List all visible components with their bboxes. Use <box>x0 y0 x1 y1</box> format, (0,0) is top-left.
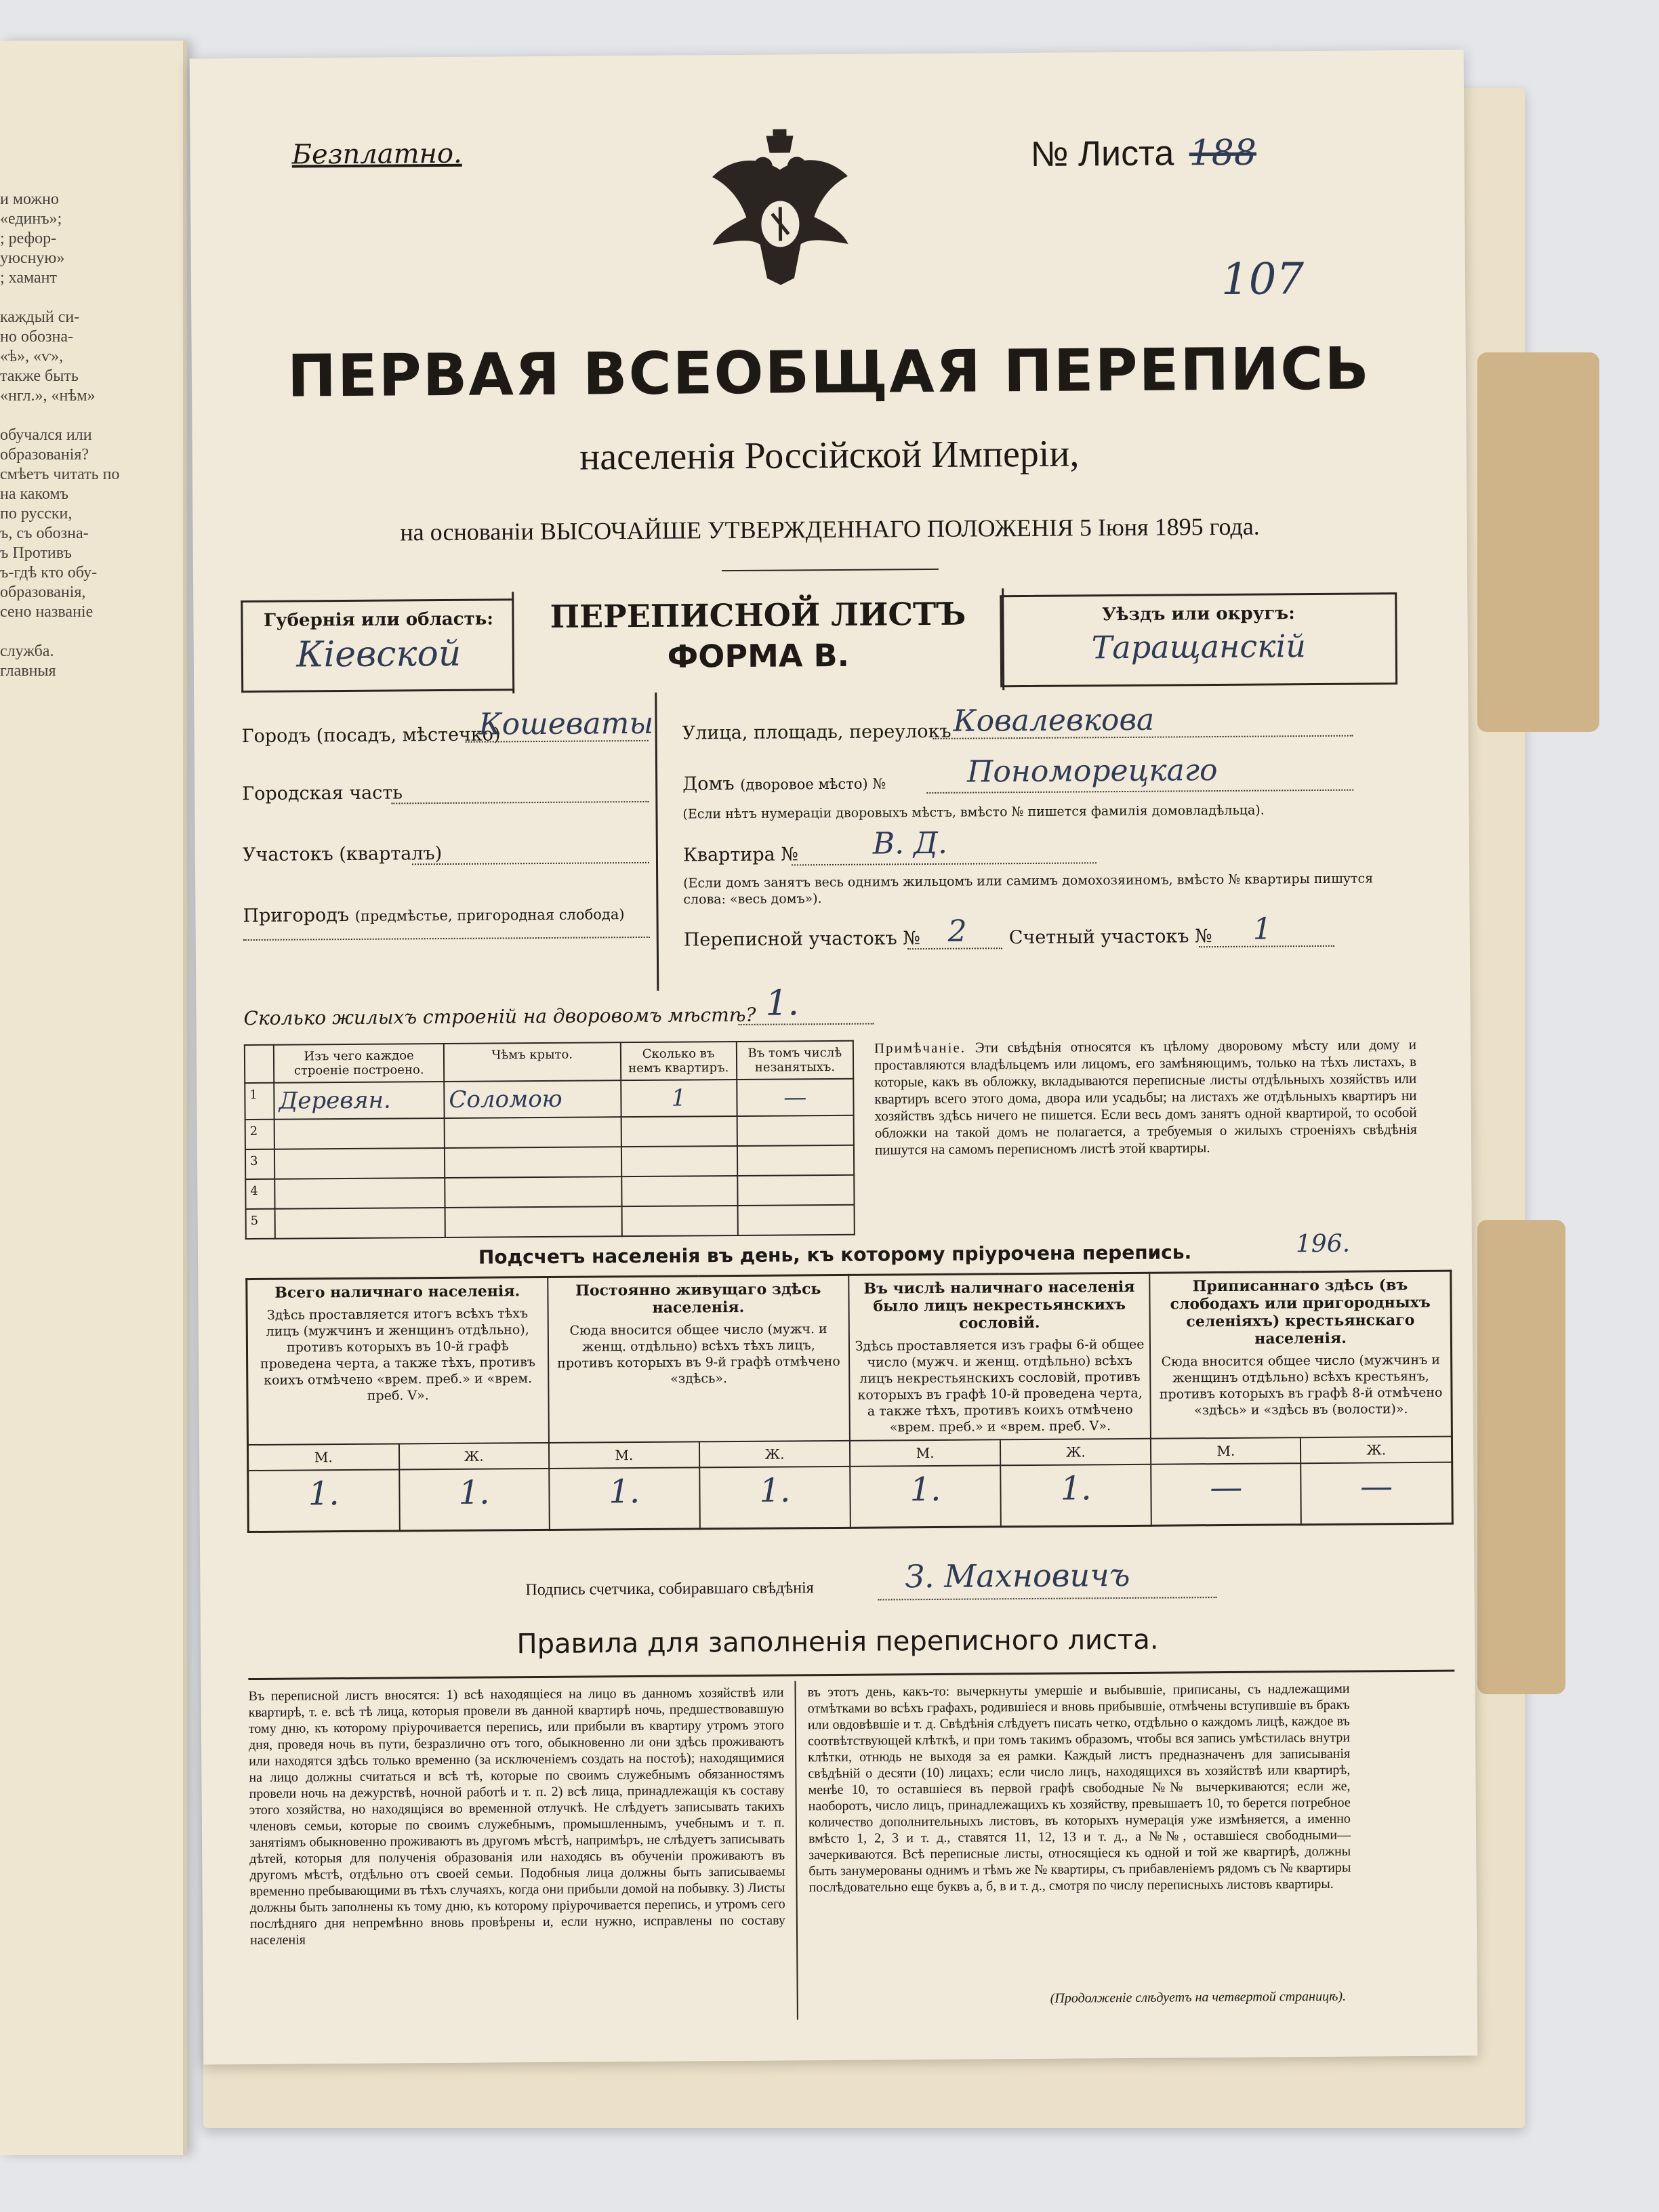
street-label: Улица, площадь, переулокъ <box>682 720 951 744</box>
roof-cell <box>445 1176 621 1208</box>
census-sheet <box>190 49 1478 2064</box>
male-label: М. <box>549 1441 699 1469</box>
apts-cell <box>621 1176 738 1206</box>
male-label: М. <box>850 1439 1000 1467</box>
city-part-line <box>391 801 649 804</box>
form-title-box <box>512 588 1004 693</box>
suburb-label-text: Пригородъ <box>243 904 350 927</box>
census-district-line <box>907 947 1002 949</box>
buildings-answer-line <box>739 1023 874 1025</box>
table-row <box>246 1205 855 1239</box>
precinct-label: Участокъ (кварталъ) <box>242 843 443 866</box>
main-title: ПЕРВАЯ ВСЕОБЩАЯ ПЕРЕПИСЬ <box>287 335 1371 411</box>
apartment-line <box>792 862 1097 865</box>
apts-cell <box>621 1206 738 1236</box>
total-title: Всего наличнаго населенія. <box>274 1282 520 1302</box>
row-number: 4 <box>245 1179 275 1209</box>
torn-paper-edge <box>1477 1220 1565 1694</box>
population-values-row <box>248 1462 1453 1532</box>
apartment-hint: (Если домъ занятъ весь однимъ жильцомъ или самимъ домохозяиномъ, вмѣсто № квартиры пишутся слова: «весь домъ»). <box>683 871 1374 907</box>
count-district-label: Счетный участокъ № <box>1008 926 1212 949</box>
vacant-cell <box>737 1175 855 1206</box>
rules-title: Правила для заполненія переписного листа. <box>516 1624 1159 1660</box>
suburb-note: (предмѣстье, пригородная слобода) <box>354 906 625 924</box>
roof-cell <box>445 1117 621 1148</box>
row-number: 3 <box>245 1149 275 1179</box>
population-header-row <box>247 1271 1452 1445</box>
divider <box>722 569 939 571</box>
apts-header: Сколько въ немъ квартиръ. <box>620 1042 737 1080</box>
female-label: Ж. <box>1000 1439 1151 1466</box>
buildings-answer: 1. <box>765 983 800 1024</box>
district-label: Уѣздъ или округъ: <box>1102 603 1295 626</box>
imperial-eagle-emblem <box>691 129 869 293</box>
vertical-divider <box>655 693 659 991</box>
vacant-cell <box>737 1115 854 1146</box>
left-page-text: и можно «единъ»; ; рефор- уюсную» ; хамант каждый си- но обозна- «ѣ», «ѵ», также быть «нгл.», «нѣм» обучался или образованія? смѣетъ читать по на какомъ по русски, ъ, съ обозна- ъ Противъ ъ-гдѣ кто обу- образованія, сено названіе служба. главныя <box>0 190 120 680</box>
female-label: Ж. <box>699 1441 850 1468</box>
female-label: Ж. <box>1300 1437 1452 1464</box>
sheet-number <box>1030 133 1256 175</box>
buildings-question: Сколько жилыхъ строеній на дворовомъ мѣстѣ? <box>243 1003 756 1030</box>
form-title: ПЕРЕПИСНОЙ ЛИСТЪ <box>550 595 966 635</box>
count-district-value: 1 <box>1252 912 1272 947</box>
rules-continuation: (Продолженіе слѣдуетъ на четвертой страницѣ). <box>1050 1988 1347 2006</box>
population-title: Подсчетъ населенія въ день, къ которому пріурочена перепись. <box>478 1241 1192 1269</box>
permanent-male-value: 1. <box>549 1467 700 1530</box>
apts-cell <box>621 1116 737 1147</box>
total-desc: Здѣсь проставляется итогъ всѣхъ тѣхъ лицъ (мужчинъ и женщинъ отдѣльно), противъ которыхъ въ 10-й графѣ проведена черта, а также тѣхъ, противъ коихъ отмѣчено «врем. преб.» и «врем. преб. V». <box>260 1306 536 1404</box>
precinct-line <box>412 862 649 865</box>
total-header <box>247 1277 549 1445</box>
non-peasant-female-value: 1. <box>1000 1465 1151 1527</box>
vacant-cell: — <box>737 1079 854 1116</box>
non-peasant-male-value: 1. <box>850 1465 1001 1528</box>
row-number: 5 <box>246 1209 276 1239</box>
female-label: Ж. <box>399 1443 549 1470</box>
street-value: Ковалевкова <box>953 702 1155 739</box>
town-value: Кошеваты <box>478 705 654 742</box>
vacant-header: Въ томъ числѣ незанятыхъ. <box>737 1041 854 1080</box>
apartment-value: В. Д. <box>872 825 948 861</box>
material-cell <box>275 1208 445 1239</box>
buildings-table <box>244 1040 855 1240</box>
material-cell: Деревян. <box>274 1082 444 1120</box>
row-number-header <box>245 1045 274 1083</box>
population-page-mark: 196. <box>1295 1229 1351 1258</box>
row-number: 1 <box>245 1083 274 1120</box>
form-code: ФОРМА В. <box>667 636 850 675</box>
material-header: Изъ чего каждое строеніе построено. <box>274 1044 444 1083</box>
apts-cell <box>621 1146 737 1176</box>
district-value: Таращанскій <box>1091 628 1307 666</box>
house-label-text: Домъ <box>682 773 735 795</box>
table-row <box>245 1145 854 1179</box>
note-title: Примѣчаніе. <box>874 1039 966 1057</box>
non-peasant-desc: Здѣсь проставляется изъ графы 6-й общее число (мужч. и женщ. отдѣльно) всѣхъ лицъ некрестьянскихъ сословій, противъ которыхъ въ графѣ 10-й проведена черта, а также тѣхъ, противъ коихъ отмѣчено «врем. преб.» и «врем. преб. V». <box>855 1336 1145 1435</box>
peasant-desc: Сюда вносится общее число (мужчинъ и женщинъ отдѣльно) всѣхъ крестьянъ, противъ которыхъ въ графѣ 8-й отмѣчено «здѣсь» и «здѣсь въ (волости)». <box>1159 1352 1443 1418</box>
left-book-page <box>0 41 187 2155</box>
permanent-female-value: 1. <box>699 1467 851 1529</box>
province-label: Губернія или область: <box>263 609 493 631</box>
peasant-header <box>1149 1271 1452 1439</box>
permanent-desc: Сюда вносится общее число (мужч. и женщ. отдѣльно) всѣхъ тѣхъ лицъ, противъ которыхъ въ 9-й графѣ отмѣчено «здѣсь». <box>557 1322 840 1387</box>
house-line <box>926 790 1353 794</box>
peasant-title: Приписаннаго здѣсь (въ слободахъ или пригородныхъ селеніяхъ) крестьянскаго населенія. <box>1170 1276 1431 1348</box>
male-label: М. <box>1151 1437 1300 1465</box>
vacant-cell <box>737 1145 855 1176</box>
apts-cell: 1 <box>621 1080 737 1117</box>
non-peasant-title: Въ числѣ наличнаго населенія было лицъ некрестьянскихъ сословій. <box>863 1277 1135 1332</box>
town-label: Городъ (посадъ, мѣстечко) <box>241 724 501 747</box>
legal-basis: на основаніи ВЫСОЧАЙШЕ УТВЕРЖДЕННАГО ПОЛОЖЕНІЯ 5 Іюня 1895 года. <box>400 512 1260 546</box>
rules-left-column: Въ переписной листъ вносятся: 1) всѣ находящіеся на лицо въ данномъ хозяйствѣ или квартирѣ, т. е. всѣ тѣ лица, которыя провели въ данной квартирѣ ночь, предшествовавшую тому дню, къ которому пріурочивается перепись, или прибыли въ квартиру утромъ этого дня, проведя ночь въ пути, безразлично отъ того, обыкновенно ли они здѣсь проживаютъ или находятся здѣсь только временно (за исключеніемъ создать на постоѣ); находящимися на лицо должны считаться и всѣ тѣ, которые по своимъ служебнымъ обязанностямъ провели ночь на дежурствѣ, ночной работѣ и т. п. 2) всѣ лица, принадлежащія къ составу этого хозяйства, но находящіяся во временной отлучкѣ. Не слѣдуетъ записывать такихъ членовъ семьи, которые по своимъ служебнымъ, промышленнымъ, учебнымъ и т. п. занятіямъ обыкновенно проживаютъ въ другомъ мѣстѣ, напримѣръ, не слѣдуетъ записывать дѣтей, которыя для полученія образованія или находясь въ обученіи проживаютъ въ другомъ мѣстѣ, отдѣльно отъ своей семьи. Подобныя лица должны быть записываемы временно пребывающими въ тѣхъ случаяхъ, когда они прибыли домой на побывку. 3) Листы должны быть заполнены къ тому дню, къ которому пріурочивается перепись, и утромъ сего послѣдняго дня непремѣнно вновь провѣрены и, если нужно, исправлены по составу населенія <box>248 1685 785 1948</box>
house-hint: (Если нѣтъ нумераціи дворовыхъ мѣстъ, вмѣсто № пишется фамилія домовладѣльца). <box>682 802 1265 822</box>
table-row <box>245 1175 854 1209</box>
row-number: 2 <box>245 1120 275 1149</box>
vacant-cell <box>737 1205 855 1235</box>
permanent-title: Постоянно живущаго здѣсь населенія. <box>575 1280 821 1317</box>
table-row <box>245 1079 853 1120</box>
house-note: (дворовое мѣсто) № <box>740 775 886 793</box>
census-district-label: Переписной участокъ № <box>683 928 920 951</box>
rules-column-divider <box>794 1681 798 2020</box>
roof-cell <box>445 1147 621 1178</box>
apartment-label: Квартира № <box>682 844 798 866</box>
material-cell <box>274 1178 445 1209</box>
census-district-value: 2 <box>947 914 967 949</box>
torn-paper-edge <box>1477 352 1599 732</box>
rules-right-column: въ этотъ день, какъ-то: вычеркнуты умершіе и выбывшіе, приписаны, съ надлежащими отмѣтками во всѣхъ графахъ, родившіеся и вновь прибывшіе, отмѣчены вступившіе въ бракъ или овдовѣвшіе и т. д. Свѣдѣнія слѣдуетъ писать четко, отдѣльно о каждомъ лицѣ, каждое въ соотвѣтствующей клѣткѣ, и при томъ такимъ образомъ, чтобы вся запись умѣстилась внутри клѣтки, отнюдь не выходя за ея рамки. Каждый листъ предназначенъ для записыванія свѣдѣній о десяти (10) лицахъ; если число лицъ, находящихся въ хозяйствѣ или квартирѣ, менѣе 10, то оставшіеся въ первой графѣ свободные №№ вычеркиваются; если же, наоборотъ, число лицъ, принадлежащихъ къ хозяйству, превышаетъ 10, то берется потребное количество дополнительныхъ листовъ, въ которыхъ нумерація уже измѣняется, а именно вмѣсто 1, 2, 3 и т. д., ставятся 11, 12, 13 и т. д., а №№, оставшіеся свободными—зачеркиваются. Всѣ переписные листы, относящіеся къ одной и той же квартирѣ, должны быть занумерованы однимъ и тѣмъ же № квартиры, съ прибавленіемъ рядомъ съ № квартиры послѣдовательно еще буквъ а, б, в и т. д., смотря по числу переписныхъ листовъ квартиры. <box>807 1681 1351 1896</box>
city-part-label: Городская часть <box>242 782 403 805</box>
peasant-male-value: — <box>1151 1463 1301 1525</box>
signature-value: З. Махновичъ <box>905 1556 1130 1595</box>
table-row <box>245 1115 854 1149</box>
subtitle: населенія Россійской Имперіи, <box>579 432 1080 478</box>
note-text: Эти свѣдѣнія относятся къ цѣлому дворовому мѣсту или дому и проставляются владѣльцемъ или лицомъ, его замѣняющимъ, только на тѣхъ листахъ, в которые, какъ въ обложку, вкладываются переписные листы отдѣльныхъ хозяйствъ или квартиръ всего этого дома, двора или усадьбы; на листахъ же отдѣльныхъ квартиръ ни хозяйствъ здѣсь ничего не пишется. Если весь домъ занятъ одной квартирой, то особой обложки на такой домъ не полагается, а требуемыя о жилыхъ строеніяхъ свѣдѣнія пишутся на самомъ переписномъ листѣ этой квартиры. <box>874 1036 1417 1158</box>
buildings-note <box>874 1036 1417 1159</box>
male-label: М. <box>247 1443 398 1471</box>
rules-divider <box>248 1670 1454 1680</box>
population-table <box>245 1270 1454 1533</box>
material-cell <box>274 1118 445 1149</box>
province-box <box>241 598 514 693</box>
roof-header: Чѣмъ крыто. <box>444 1042 621 1082</box>
roof-cell: Соломою <box>444 1080 621 1118</box>
suburb-label <box>243 903 624 926</box>
non-peasant-header <box>848 1273 1151 1441</box>
material-cell <box>274 1148 445 1179</box>
permanent-header <box>548 1275 850 1443</box>
signature-label: Подпись счетчика, собиравшаго свѣдѣнія <box>525 1579 814 1599</box>
archive-number: 107 <box>1221 254 1305 305</box>
buildings-table-header <box>245 1041 853 1083</box>
signature-line <box>878 1597 1217 1600</box>
total-female-value: 1. <box>399 1469 550 1531</box>
total-male-value: 1. <box>248 1469 400 1532</box>
peasant-female-value: — <box>1301 1462 1453 1525</box>
free-label: Безплатно. <box>291 138 462 171</box>
count-district-line <box>1199 945 1334 947</box>
province-value: Кіевской <box>296 633 462 676</box>
district-box <box>1000 592 1397 687</box>
roof-cell <box>445 1206 622 1237</box>
suburb-line <box>243 937 650 941</box>
sheet-number-label: № Листа <box>1030 134 1174 174</box>
sheet-number-value: 188 <box>1189 132 1257 174</box>
house-label <box>682 772 886 794</box>
house-value: Пономорецкаго <box>966 753 1218 790</box>
